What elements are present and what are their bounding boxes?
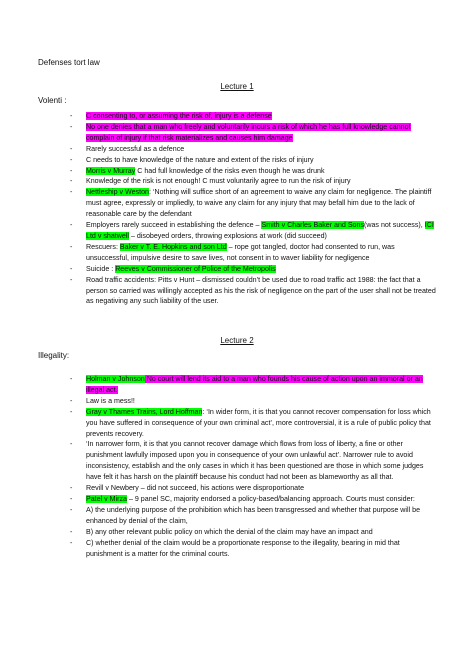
bullet-dash: - <box>70 144 73 153</box>
bullet-dash: - <box>70 242 73 251</box>
lecture-1-list <box>0 111 474 307</box>
item-text: C) whether denial of the claim would be a proportionate response to the illegality, bearing in mid that punishment is a matter for the criminal courts. <box>86 538 400 558</box>
list-item <box>0 122 474 144</box>
bullet-dash: - <box>70 494 73 503</box>
list-item <box>0 527 474 538</box>
bullet-dash: - <box>70 527 73 536</box>
item-text: – rope got tangled, doctor had consented to run, was unsuccessful, impulsive desire to save lives, not consent in to waver liability for negligence <box>86 242 395 262</box>
item-text: Knowledge of the risk is not enough! C must voluntarily agree to run the risk of injury <box>86 177 351 186</box>
list-item <box>0 264 474 275</box>
case-name: Nettleship v Weston <box>86 188 149 197</box>
bullet-dash: - <box>70 375 73 383</box>
case-name: Patel v Mirza <box>86 494 127 503</box>
lecture-1-heading: Lecture 1 <box>220 82 254 91</box>
item-text: A) the underlying purpose of the prohibition which has been transgressed and whether that purpose will be enhanced by denial of the claim, <box>86 505 421 525</box>
bullet-dash: - <box>70 166 73 175</box>
bullet-dash: - <box>70 484 73 493</box>
list-item <box>0 374 474 396</box>
item-text: – disobeyed orders, throwing explosions at work (did succeed) <box>128 231 327 240</box>
volenti-heading: Volenti : <box>38 96 67 105</box>
bullet-dash: - <box>70 275 73 284</box>
bullet-dash: - <box>70 122 73 131</box>
item-text: Revill v Newbery – did not succeed, his actions were disproportionate <box>86 484 305 493</box>
bullet-dash: - <box>70 112 73 120</box>
bullet-dash: - <box>70 188 73 197</box>
list-item <box>0 505 474 527</box>
item-text: B) any other relevant public policy on which the denial of the claim may have an impact and <box>86 527 373 536</box>
item-text: C had full knowledge of the risks even though he was drunk <box>135 166 325 175</box>
bullet-dash: - <box>70 264 73 273</box>
list-item <box>0 439 474 483</box>
case-name: Reeves v Commissioner of Police of the Metropolis <box>115 264 276 273</box>
item-text: : ‘In wider form, it is that you cannot recover compensation for loss which you have suffered in consequence of your own criminal act’, more controversial, it is a rule of public policy that prevents recovery. <box>86 407 431 438</box>
item-text: C needs to have knowledge of the nature and extent of the risks of injury <box>86 155 314 164</box>
list-item <box>0 494 474 505</box>
case-name: Holman v Johnson <box>86 375 145 383</box>
item-text: Rescuers: <box>86 242 120 251</box>
bullet-dash: - <box>70 505 73 514</box>
case-name: Morris v Murray <box>86 166 136 175</box>
list-item <box>0 242 474 264</box>
bullet-dash: - <box>70 396 73 405</box>
list-item <box>0 187 474 220</box>
bullet-dash: - <box>70 440 73 449</box>
highlighted-text: No one denies that a man who freely and voluntarily incurs a risk of which he has full knowledge cannot complain of injury if that risk materializes and causes him damage <box>86 122 411 142</box>
list-item <box>0 396 474 407</box>
case-name: Gray v Thames Trains, Lord Hoffman <box>86 407 203 416</box>
list-item <box>0 176 474 187</box>
item-text: Rarely successful as a defence <box>86 144 185 153</box>
item-text: Suicide : <box>86 264 116 273</box>
list-item <box>0 483 474 494</box>
list-item <box>0 220 474 242</box>
case-name: ICI Ltd v shatwell <box>86 221 434 240</box>
case-name: Smith v Charles Baker and Sons <box>261 221 364 230</box>
highlighted-text: C consenting to, or assuming the risk of, injury is a defense <box>86 112 272 120</box>
lecture-2-heading: Lecture 2 <box>220 336 254 345</box>
bullet-dash: - <box>70 407 73 416</box>
highlighted-text: No court will lend its aid to a man who founds his cause of action upon an immoral or an illegal act. <box>86 375 423 394</box>
item-text: (was not success), <box>364 221 425 230</box>
illegality-heading: Illegality: <box>38 351 70 360</box>
list-item <box>0 144 474 155</box>
bullet-dash: - <box>70 538 73 547</box>
bullet-dash: - <box>70 177 73 186</box>
bullet-dash: - <box>70 221 73 230</box>
list-item <box>0 275 474 308</box>
list-item <box>0 166 474 177</box>
lecture-2-list <box>0 374 474 559</box>
item-text: Road traffic accidents: Pitts v Hunt – dismissed couldn’t be used due to road traffic act 1988: the fact that a person so carried was willingly accepted as his the risk of negligence on the part of the user shall not be treated as negativing any such liability of the user. <box>86 275 436 306</box>
item-text: Law is a mess!! <box>86 396 135 405</box>
list-item <box>0 407 474 440</box>
list-item <box>0 538 474 560</box>
item-text: : ‘Nothing will suffice short of an agreement to waive any claim for negligence. The plaintiff must agree, expressly or impliedly, to waive any claim for any injury that may befall him due to the lack of reasonable care by the defendant <box>86 188 432 219</box>
bullet-dash: - <box>70 155 73 164</box>
document-title: Defenses tort law <box>38 58 100 67</box>
item-text: ‘In narrower form, it is that you cannot recover damage which flows from loss of liberty, a fine or other punishment lawfully imposed upon you in consequence of your own unlawful act’. Narrower rule to avoid inconsistency, establish and the only cases in which it has been questioned are those in which some judges have felt it has harsh on the plaintiff because his conduct had not been as blameworthy as all that. <box>86 440 424 482</box>
case-name: Baker v T. E. Hopkins and son Ltd <box>119 242 227 251</box>
list-item <box>0 111 474 122</box>
item-text: Employers rarely succeed in establishing the defence – <box>86 221 262 230</box>
list-item <box>0 155 474 166</box>
item-text: – 9 panel SC, majority endorsed a policy-based/balancing approach. Courts must consider: <box>127 494 415 503</box>
